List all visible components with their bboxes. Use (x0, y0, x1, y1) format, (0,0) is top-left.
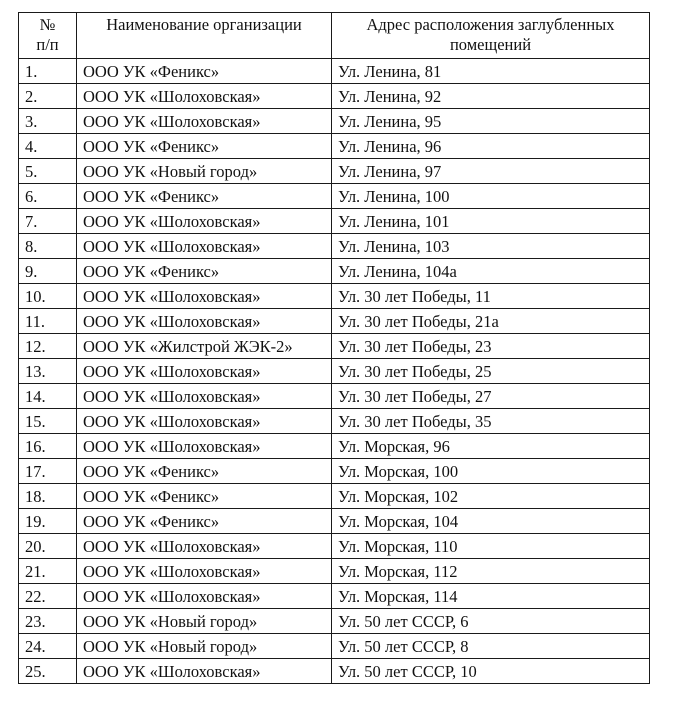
table-row (19, 559, 650, 584)
header-address (332, 13, 650, 59)
table-row (19, 209, 650, 234)
table-row (19, 309, 650, 334)
row-organization: ООО УК «Новый город» (77, 634, 332, 659)
table-row (19, 259, 650, 284)
table-row (19, 59, 650, 84)
row-address: Ул. Ленина, 81 (332, 59, 650, 84)
header-number-line2: п/п (36, 35, 59, 54)
row-number: 25. (19, 659, 77, 684)
header-organization (77, 13, 332, 59)
row-address: Ул. Морская, 112 (332, 559, 650, 584)
row-organization: ООО УК «Феникс» (77, 509, 332, 534)
row-organization: ООО УК «Шолоховская» (77, 284, 332, 309)
row-number: 8. (19, 234, 77, 259)
row-number: 11. (19, 309, 77, 334)
row-number: 20. (19, 534, 77, 559)
row-address: Ул. Ленина, 95 (332, 109, 650, 134)
row-number: 14. (19, 384, 77, 409)
row-organization: ООО УК «Феникс» (77, 59, 332, 84)
row-organization: ООО УК «Жилстрой ЖЭК-2» (77, 334, 332, 359)
row-number: 1. (19, 59, 77, 84)
row-address: Ул. Ленина, 97 (332, 159, 650, 184)
row-address: Ул. 30 лет Победы, 35 (332, 409, 650, 434)
header-address-line2: помещений (449, 35, 532, 54)
row-address: Ул. Ленина, 101 (332, 209, 650, 234)
table-row (19, 159, 650, 184)
row-address: Ул. Ленина, 103 (332, 234, 650, 259)
table-row (19, 534, 650, 559)
row-number: 15. (19, 409, 77, 434)
table-row (19, 484, 650, 509)
table-row (19, 384, 650, 409)
header-number (19, 13, 77, 59)
row-address: Ул. Ленина, 100 (332, 184, 650, 209)
table-row (19, 234, 650, 259)
row-address: Ул. Ленина, 104а (332, 259, 650, 284)
table-row (19, 134, 650, 159)
row-number: 10. (19, 284, 77, 309)
table-body (19, 59, 650, 684)
row-organization: ООО УК «Шолоховская» (77, 409, 332, 434)
row-address: Ул. 30 лет Победы, 21а (332, 309, 650, 334)
table-header (19, 13, 650, 59)
row-organization: ООО УК «Феникс» (77, 484, 332, 509)
row-address: Ул. Морская, 110 (332, 534, 650, 559)
row-address: Ул. Морская, 102 (332, 484, 650, 509)
row-address: Ул. 30 лет Победы, 11 (332, 284, 650, 309)
row-number: 12. (19, 334, 77, 359)
table-row (19, 184, 650, 209)
row-number: 19. (19, 509, 77, 534)
row-number: 13. (19, 359, 77, 384)
row-number: 18. (19, 484, 77, 509)
row-organization: ООО УК «Шолоховская» (77, 559, 332, 584)
table-row (19, 659, 650, 684)
row-number: 6. (19, 184, 77, 209)
row-number: 5. (19, 159, 77, 184)
row-address: Ул. 50 лет СССР, 8 (332, 634, 650, 659)
row-organization: ООО УК «Шолоховская» (77, 434, 332, 459)
row-number: 3. (19, 109, 77, 134)
row-address: Ул. 30 лет Победы, 23 (332, 334, 650, 359)
row-organization: ООО УК «Новый город» (77, 159, 332, 184)
row-address: Ул. Морская, 100 (332, 459, 650, 484)
row-number: 22. (19, 584, 77, 609)
table-row (19, 284, 650, 309)
row-organization: ООО УК «Шолоховская» (77, 109, 332, 134)
row-organization: ООО УК «Шолоховская» (77, 584, 332, 609)
row-organization: ООО УК «Шолоховская» (77, 309, 332, 334)
row-address: Ул. 30 лет Победы, 25 (332, 359, 650, 384)
row-organization: ООО УК «Феникс» (77, 259, 332, 284)
row-organization: ООО УК «Шолоховская» (77, 534, 332, 559)
row-address: Ул. Морская, 114 (332, 584, 650, 609)
table-row (19, 334, 650, 359)
row-address: Ул. Ленина, 92 (332, 84, 650, 109)
header-number-line1: № (39, 15, 56, 34)
table-row (19, 609, 650, 634)
row-organization: ООО УК «Шолоховская» (77, 384, 332, 409)
row-number: 7. (19, 209, 77, 234)
table-row (19, 109, 650, 134)
row-organization: ООО УК «Феникс» (77, 459, 332, 484)
table-row (19, 509, 650, 534)
row-address: Ул. Морская, 96 (332, 434, 650, 459)
row-number: 2. (19, 84, 77, 109)
table-row (19, 634, 650, 659)
row-organization: ООО УК «Шолоховская» (77, 359, 332, 384)
row-organization: ООО УК «Феникс» (77, 134, 332, 159)
row-number: 16. (19, 434, 77, 459)
row-number: 17. (19, 459, 77, 484)
table-row (19, 434, 650, 459)
row-address: Ул. 50 лет СССР, 6 (332, 609, 650, 634)
row-organization: ООО УК «Шолоховская» (77, 209, 332, 234)
header-address-line1: Адрес расположения заглубленных (366, 15, 615, 34)
table-row (19, 84, 650, 109)
row-address: Ул. 30 лет Победы, 27 (332, 384, 650, 409)
row-organization: ООО УК «Феникс» (77, 184, 332, 209)
row-address: Ул. 50 лет СССР, 10 (332, 659, 650, 684)
row-number: 21. (19, 559, 77, 584)
row-number: 4. (19, 134, 77, 159)
row-address: Ул. Морская, 104 (332, 509, 650, 534)
table-row (19, 359, 650, 384)
row-number: 23. (19, 609, 77, 634)
shelters-table (18, 12, 650, 684)
row-organization: ООО УК «Шолоховская» (77, 659, 332, 684)
header-row (19, 13, 650, 59)
row-organization: ООО УК «Шолоховская» (77, 84, 332, 109)
row-number: 9. (19, 259, 77, 284)
row-organization: ООО УК «Новый город» (77, 609, 332, 634)
table-row (19, 459, 650, 484)
row-organization: ООО УК «Шолоховская» (77, 234, 332, 259)
table-row (19, 584, 650, 609)
table-row (19, 409, 650, 434)
row-address: Ул. Ленина, 96 (332, 134, 650, 159)
header-organization-label: Наименование организации (106, 15, 302, 34)
row-number: 24. (19, 634, 77, 659)
